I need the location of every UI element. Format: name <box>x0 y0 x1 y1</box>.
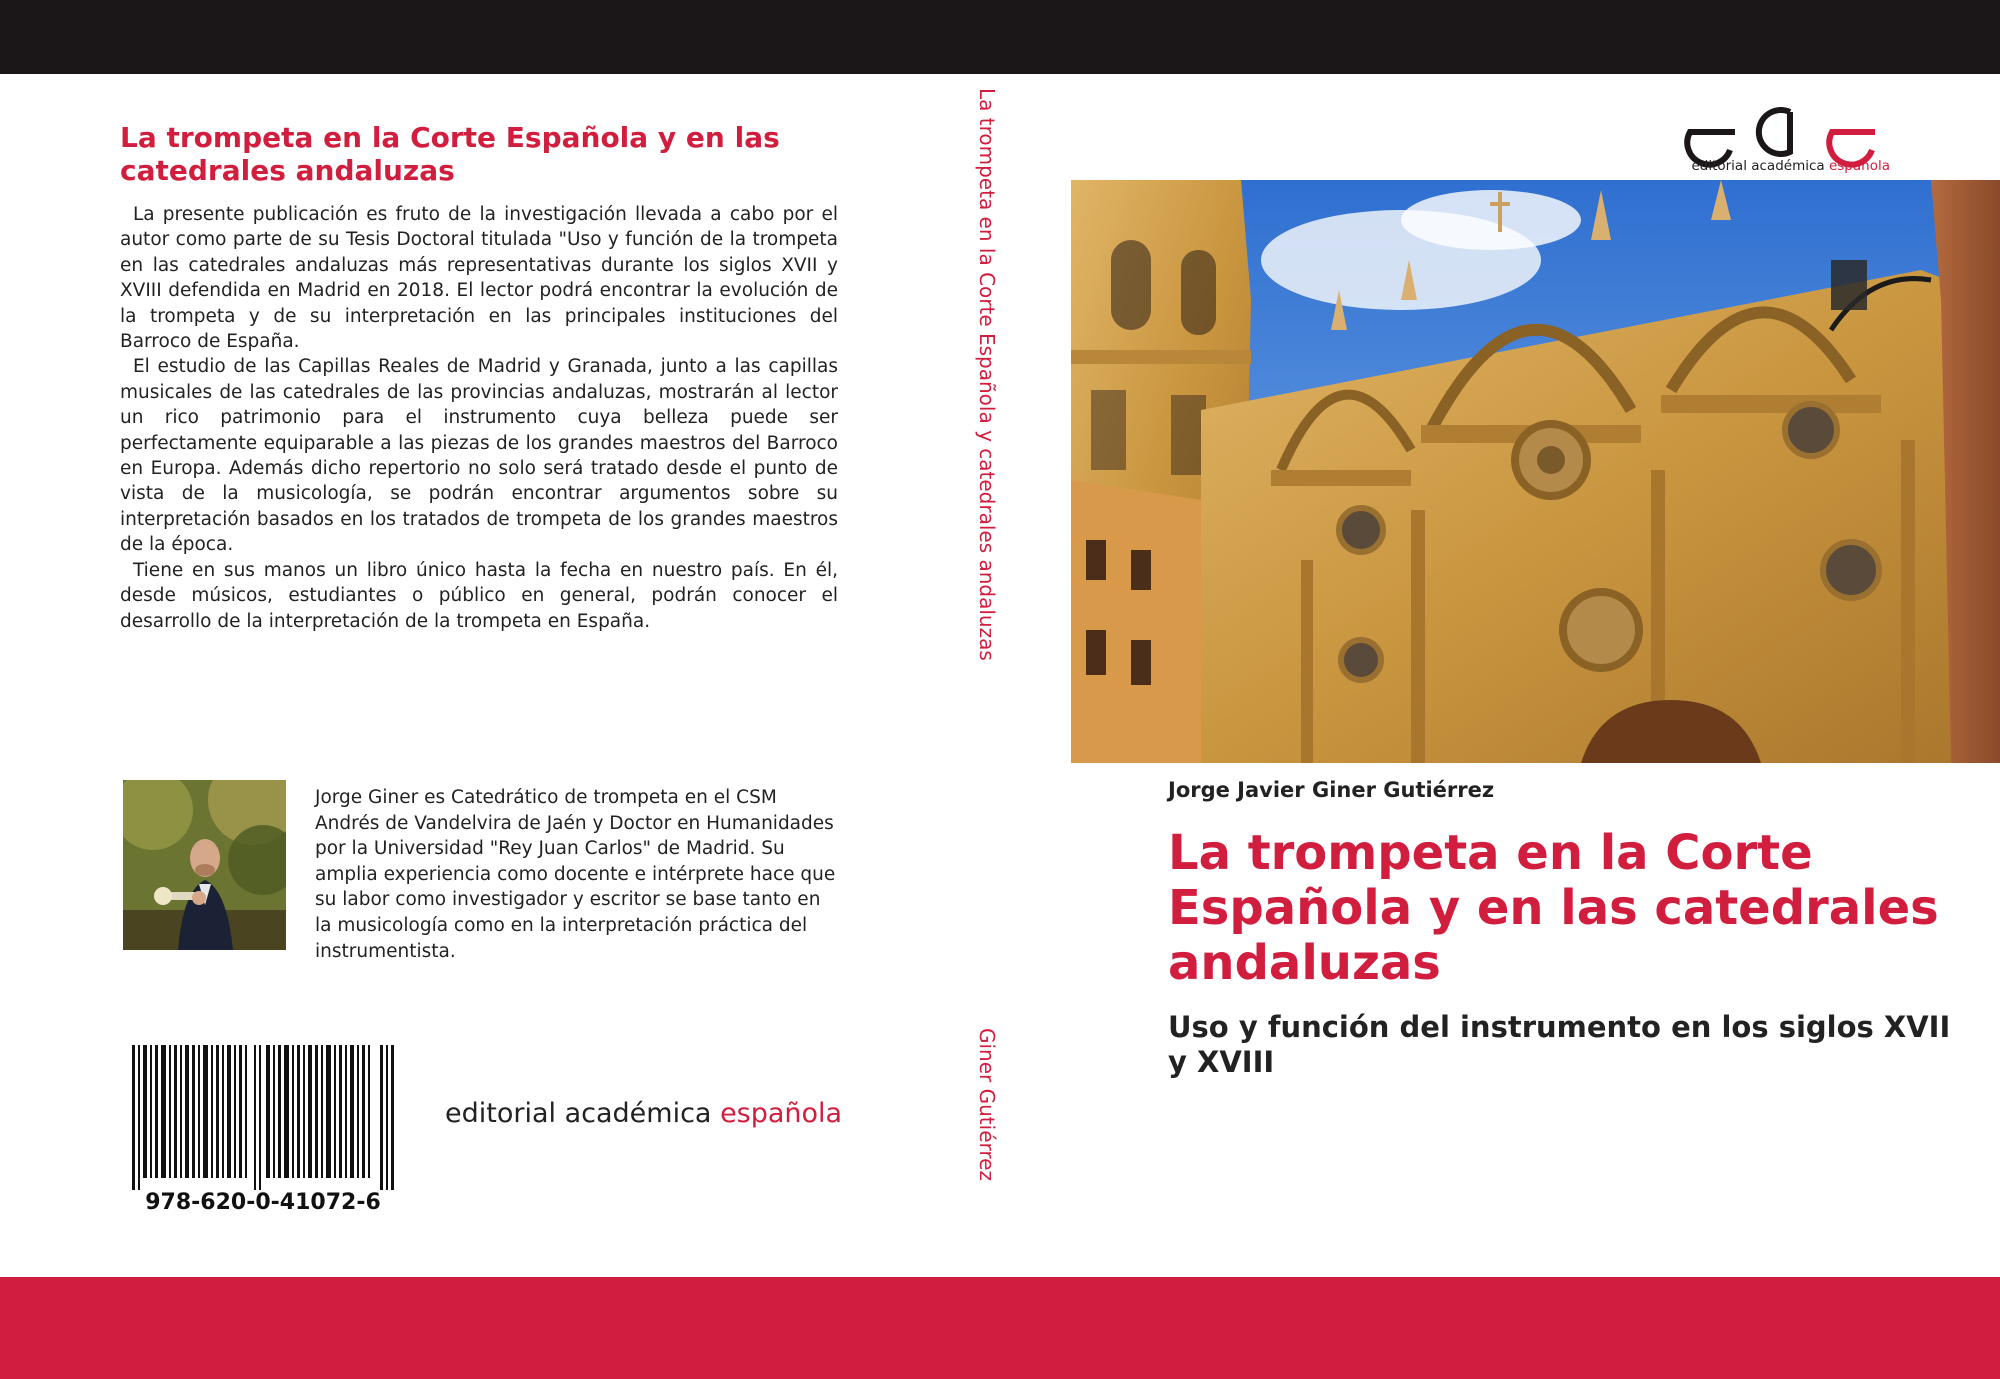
author-bio: Jorge Giner es Catedrático de trompeta en el CSM Andrés de Vandelvira de Jaén y Doctor en Humanidades por la Universidad "Rey Juan Carlos" de Madrid. Su amplia experiencia como docente e intérprete hace que su labor como investigador y escritor se base tanto en la musicología como en la interpretación práctica del instrumentista. <box>315 787 836 962</box>
publisher-name-accent: española <box>720 1098 843 1129</box>
back-cover-blurb <box>120 202 838 634</box>
logo-text-accent: española <box>1828 158 1890 174</box>
logo-text-main: editorial académica <box>1691 158 1825 174</box>
barcode <box>130 1045 396 1220</box>
bottom-band <box>0 1277 2000 1379</box>
barcode-bars <box>130 1045 396 1190</box>
back-cover-title: La trompeta en la Corte Española y en las catedrales andaluzas <box>120 121 780 187</box>
front-cover-subtitle: Uso y función del instrumento en los siglos XVII y XVIII <box>1168 1010 1951 1079</box>
publisher-logo-text <box>1680 158 1890 174</box>
isbn-number: 978-620-0-41072-6 <box>145 1190 381 1215</box>
blurb-paragraph: La presente publicación es fruto de la investigación llevada a cabo por el autor como parte de su Tesis Doctoral titulada "Uso y función de la trompeta en las catedrales andaluzas más representativas durante los siglos XVII y XVIII defendida en Madrid en 2018. El lector podrá encontrar la evolución de la trompeta y de su interpretación en las principales instituciones del Barroco de España. <box>120 204 838 353</box>
blurb-paragraph: Tiene en sus manos un libro único hasta la fecha en nuestro país. En él, desde músicos, estudiantes o público en general, podrán conocer el desarrollo de la interpretación de la trompeta en España. <box>120 559 838 632</box>
cathedral-photo <box>1071 180 2000 763</box>
author-photo <box>123 780 286 950</box>
spine-author: Giner Gutiérrez <box>975 1028 999 1181</box>
blurb-paragraph: El estudio de las Capillas Reales de Madrid y Granada, junto a las capillas musicales de las catedrales de las provincias andaluzas, mostrarán al lector un rico patrimonio para el instrumento cuya belleza puede ser perfectamente equiparable a las piezas de los grandes maestros del Barroco en Europa. Además dicho repertorio no solo será tratado desde el punto de vista de la musicología, se podrán encontrar argumentos sobre su interpretación basados en los tratados de trompeta de los grandes maestros de la época. <box>120 356 838 556</box>
publisher-name-back <box>445 1098 843 1129</box>
top-band <box>0 0 2000 74</box>
front-cover-author: Jorge Javier Giner Gutiérrez <box>1168 778 1495 802</box>
publisher-name-main: editorial académica <box>445 1098 712 1129</box>
spine-title: La trompeta en la Corte Española y catedrales andaluzas <box>975 88 999 661</box>
front-cover-title: La trompeta en la Corte Española y en las catedrales andaluzas <box>1168 825 1939 991</box>
